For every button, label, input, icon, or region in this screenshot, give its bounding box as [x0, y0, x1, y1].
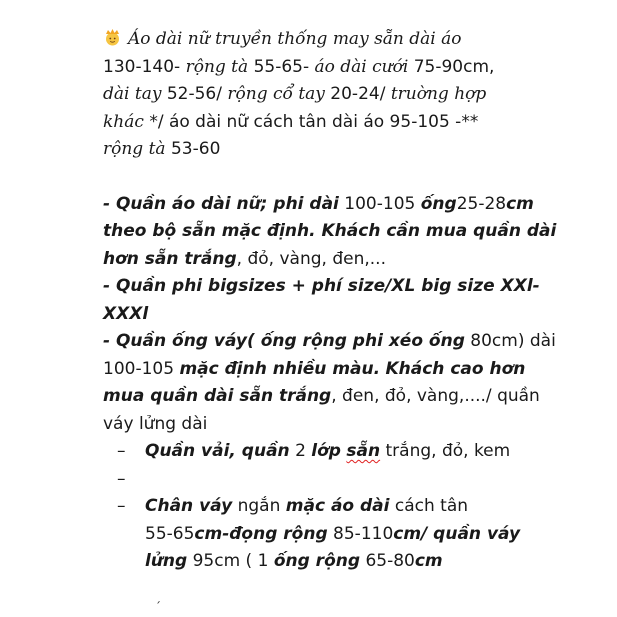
- length-value: 95cm ( 1: [192, 551, 269, 571]
- section-3-line-4: váy lửng dài: [103, 413, 208, 434]
- bullet-item-3: [103, 493, 613, 521]
- bullet-dash: –: [117, 468, 126, 489]
- section-3-line-3: [103, 383, 613, 411]
- stray-accent-mark: ´: [155, 600, 161, 614]
- label-text: rộng tà: [103, 139, 166, 159]
- section-3-line-1: [103, 328, 613, 356]
- label-text: cm-đọng rộng: [194, 523, 328, 544]
- intro-title-text: Áo dài nữ truyền thống may sẵn dài áo: [128, 29, 462, 49]
- label-text: truờng hợp: [390, 84, 487, 104]
- bullet-dash: –: [117, 496, 126, 516]
- paragraph-gap: [103, 164, 613, 191]
- label-text: lớp: [311, 441, 341, 461]
- document-body: [103, 26, 613, 576]
- label-text: Khách cao hơn: [385, 358, 526, 379]
- unit-text: cm: [414, 551, 443, 571]
- label-text: Chân váy: [145, 496, 233, 516]
- label-text: dài tay: [103, 84, 162, 104]
- label-text: mua quần dài sẵn trắng: [103, 386, 332, 406]
- label-text: mặc áo dài: [285, 496, 390, 516]
- label-text: hơn sẵn trắng: [103, 248, 237, 269]
- length-value: 75-90cm,: [413, 56, 495, 77]
- sleeve-value: 52-56/: [166, 84, 222, 104]
- length-value: 100-105: [103, 358, 175, 379]
- intro-line-5: [103, 136, 613, 164]
- label-text: ống rộng: [273, 551, 361, 571]
- section-1-line-1: [103, 191, 613, 219]
- colors-text: trắng, đỏ, kem: [385, 441, 511, 461]
- layer-count: 2: [295, 441, 306, 461]
- bullet-dash: –: [117, 441, 126, 461]
- width-value: 53-60: [170, 139, 221, 159]
- section-1-line-3: [103, 246, 613, 274]
- label-text: cm/ quần váy: [393, 523, 521, 544]
- intro-line-1: [103, 26, 613, 54]
- bullet-item-3-line-2: [103, 521, 613, 549]
- section-2-line-2: XXXl: [103, 303, 149, 324]
- label-text: cách tân: [394, 496, 469, 516]
- colors-text: , đen, đỏ, vàng,..../ quần: [331, 386, 540, 406]
- label-text: ống: [420, 193, 457, 214]
- length-value: 100-105: [344, 193, 416, 214]
- label-text: Quần vải, quần: [145, 441, 290, 461]
- length-value: 130-140-: [103, 56, 181, 77]
- bullet-text: [145, 438, 510, 466]
- cuff-value: 20-24/: [330, 84, 386, 104]
- label-text: ngắn: [237, 496, 281, 516]
- section-2-line-1: - Quần phi bigsizes + phí size/XL big size XXl-: [103, 276, 540, 296]
- length-value: 55-65: [145, 523, 195, 544]
- label-text: áo dài cưới: [314, 56, 409, 77]
- intro-line-2: [103, 54, 613, 82]
- unit-text: cm: [506, 193, 534, 214]
- wide-leg-heading: - Quần ống váy( ống rộng phi xéo ống: [103, 331, 465, 351]
- bullet-item-1: [103, 438, 613, 466]
- spellcheck-word: sẵn: [346, 441, 381, 461]
- label-text: rộng tà: [185, 56, 249, 77]
- bullet-text: [145, 493, 468, 521]
- width-value: 55-65-: [253, 56, 310, 77]
- intro-line-4: [103, 109, 613, 137]
- pants-heading: - Quần áo dài nữ; phi dài: [103, 193, 339, 214]
- bullet-item-2: [103, 466, 613, 494]
- colors-text: , đỏ, vàng, đen,...: [236, 248, 386, 269]
- modern-dress-text: */ áo dài nữ cách tân dài áo 95-105 -**: [149, 111, 479, 132]
- section-3-line-2: [103, 356, 613, 384]
- crown-emoji-icon: [103, 28, 122, 47]
- label-text: mặc định nhiều màu.: [179, 358, 381, 379]
- waist-value: 85-110: [333, 523, 394, 544]
- bullet-item-3-line-3: [103, 548, 613, 576]
- label-text: lửng: [145, 551, 188, 571]
- leg-value: 25-28: [456, 193, 507, 214]
- intro-line-3: [103, 81, 613, 109]
- label-text: rộng cổ tay: [227, 84, 325, 104]
- leg-value: 80cm) dài: [470, 331, 556, 351]
- section-1-line-2: theo bộ sẵn mặc định. Khách cần mua quần dài: [103, 221, 557, 241]
- label-text: khác: [103, 111, 144, 132]
- leg-value: 65-80: [365, 551, 415, 571]
